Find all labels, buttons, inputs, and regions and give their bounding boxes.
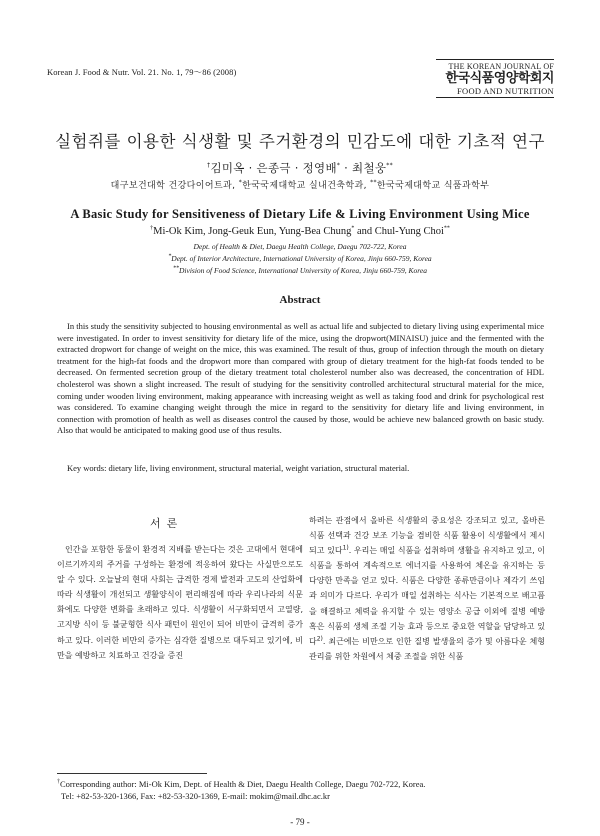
english-authors (0, 226, 600, 237)
journal-name-line3: FOOD AND NUTRITION (456, 86, 554, 96)
author-mark: * (351, 225, 355, 232)
korean-affiliations (0, 178, 600, 191)
footnote-mark: † (57, 779, 60, 786)
author-mark: † (150, 225, 154, 232)
section-heading-introduction: 서론 (150, 517, 184, 530)
english-title: A Basic Study for Sensitiveness of Dietary Life & Living Environment Using Mice (70, 207, 530, 221)
author-mark: ** (386, 162, 393, 170)
abstract-heading: Abstract (279, 294, 321, 306)
english-affiliation-2 (0, 254, 600, 263)
english-affiliation-1: Dept. of Health & Diet, Daegu Health College, Daegu 702-722, Korea (193, 242, 407, 251)
journal-citation: Korean J. Food & Nutr. Vol. 21. No. 1, 79～86 (2008) (47, 67, 237, 77)
intro-paragraph: 인간을 포함한 동물이 환경적 지배를 받는다는 것은 고대에서 현대에 이르기까지의 주거를 구성하는 환경에 적응하여 왔다는 사실만으로도 알 수 있다. 오늘날의 현대 사회는 급격한 경제 발전과 고도의 산업화에 따라 식생활이 개선되고 생활양식이 편리해짐에 따라 우리나라의 식문화에도 다양한 변화를 초래하고 있다. 식생활이 서구화되면서 고열량, 고지방 식이 등 불균형한 식사 패턴이 원인이 되어 비만이 급격히 증가하고 있다. 이러한 비만의 증가는 심각한 질병으로 대두되고 있기에, 비만을 예방하고 치료하고 건강을 증진 (57, 545, 303, 660)
korean-title: 실험쥐를 이용한 식생활 및 주거환경의 민감도에 대한 기초적 연구 (55, 132, 545, 151)
intro-column-left (57, 542, 303, 663)
page-number: - 79 - (290, 817, 310, 827)
affiliation-mark: ** (173, 265, 180, 272)
journal-name-line1: THE KOREAN JOURNAL OF (448, 62, 554, 71)
intro-column-right (309, 513, 545, 664)
keywords: Key words: dietary life, living environment, structural material, weight variation, structural material. (67, 463, 410, 473)
author-mark: ** (443, 225, 450, 232)
korean-author-names: · 최철웅 (340, 161, 387, 175)
korean-affiliation: 대구보건대학 건강다이어트과, (110, 181, 239, 191)
intro-text: . 우리는 매일 식품을 섭취하며 생활을 유지하고 있고, 이 식품을 통하여 계속적으로 에너지를 사용하여 체온을 유지하는 등 다양한 만족을 얻고 있다. 식품은 다양한 종류만큼이나 제각기 쓰임과 의미가 다르다. 우리가 매일 섭취하는 식사는 기본적으로 배고픔을 해결하고 체력을 유지할 수 있는 영양소 공급 이외에 질병 예방 혹은 식품의 생체 조절 기능 효과 등으로 중요한 역할을 담당하고 있다 (309, 546, 545, 646)
affiliation-text: Division of Food Science, International University of Korea, Jinju 660-759, Korea (179, 266, 427, 275)
english-author-names: and Chul-Yung Choi (354, 226, 444, 237)
abstract-body (57, 321, 544, 437)
footnote-line-2: Tel: +82-53-320-1366, Fax: +82-53-320-1369, E-mail: mokim@mail.dhc.ac.kr (61, 791, 330, 801)
journal-name-korean: 한국식품영양학회지 (445, 71, 554, 86)
abstract-paragraph: In this study the sensitivity subjected to housing environmental as well as actual life and subjected to dietary living using experimental mice were investigated. In order to invest sensitivity for dietary life of the mice, using the dropwort(MINAISU) juice and the fermented with the extracted dropwort for change of weight on the mice, this was examined. The result of thus, group of infection through the mouth on dietary treatment for the high-fat foods and the dropwort more than compared with group of dietary treatment for the high-fat foods tended to be decreased. On fermented secretion group of the dietary treatment total cholesterol number also was decreased, the concentration of HDL cholesterol was shown a slight increased. The result of studying for the sensitivity controlled architectural structural material for the mice, coming under wooden living environment, making appearance with increasing weight as well as taking food and drink for psychological rest was considered. To examine changing weight through the mice in regard to the sensitivity for dietary life and living environment, in connection with promotion of health as well as diseases control the caused by those, would be achieve new balanced growth on basic study. Also that would be anticipated to making good use of thus results. (57, 321, 544, 436)
footnote-line-1 (57, 778, 425, 790)
journal-masthead (436, 59, 554, 98)
affiliation-mark: * (168, 253, 172, 260)
affiliation-mark: * (238, 179, 243, 186)
affiliation-mark: ** (370, 179, 377, 186)
english-author-names: Mi-Ok Kim, Jong-Geuk Eun, Yung-Bea Chung (153, 226, 352, 237)
intro-paragraph (309, 513, 545, 664)
corresponding-author-footnote (57, 778, 425, 802)
reference-mark: 1) (342, 544, 349, 552)
korean-affiliation: 한국국제대학교 식품과학부 (376, 181, 490, 191)
reference-mark: 2) (316, 635, 323, 643)
author-mark: † (207, 162, 211, 170)
masthead-rule-top (436, 59, 554, 60)
korean-author-names: 김미옥 · 은종극 · 정영배 (210, 161, 337, 175)
author-mark: * (336, 162, 341, 170)
intro-text: . 최근에는 비만으로 인한 질병 발생율의 증가 및 아름다운 체형 관리를 위한 차원에서 체중 조절을 위한 식품 (309, 636, 545, 661)
intro-text: 하려는 관점에서 올바른 식생활의 중요성은 강조되고 있고, 올바른 식품 선택과 건강 보조 기능을 겸비한 식품 활용이 식생활에서 제시되고 있다 (309, 516, 545, 556)
affiliation-text: Dept. of Interior Architecture, International University of Korea, Jinju 660-759, Korea (171, 254, 432, 263)
footnote-text: Corresponding author: Mi-Ok Kim, Dept. of Health & Diet, Daegu Health College, Daegu 702-722, Korea. (60, 779, 426, 789)
korean-authors (0, 160, 600, 176)
footnote-divider (57, 773, 207, 774)
korean-affiliation: 한국국제대학교 실내건축학과, (242, 181, 371, 191)
masthead-rule-bottom (436, 97, 554, 98)
english-affiliation-3 (0, 266, 600, 275)
